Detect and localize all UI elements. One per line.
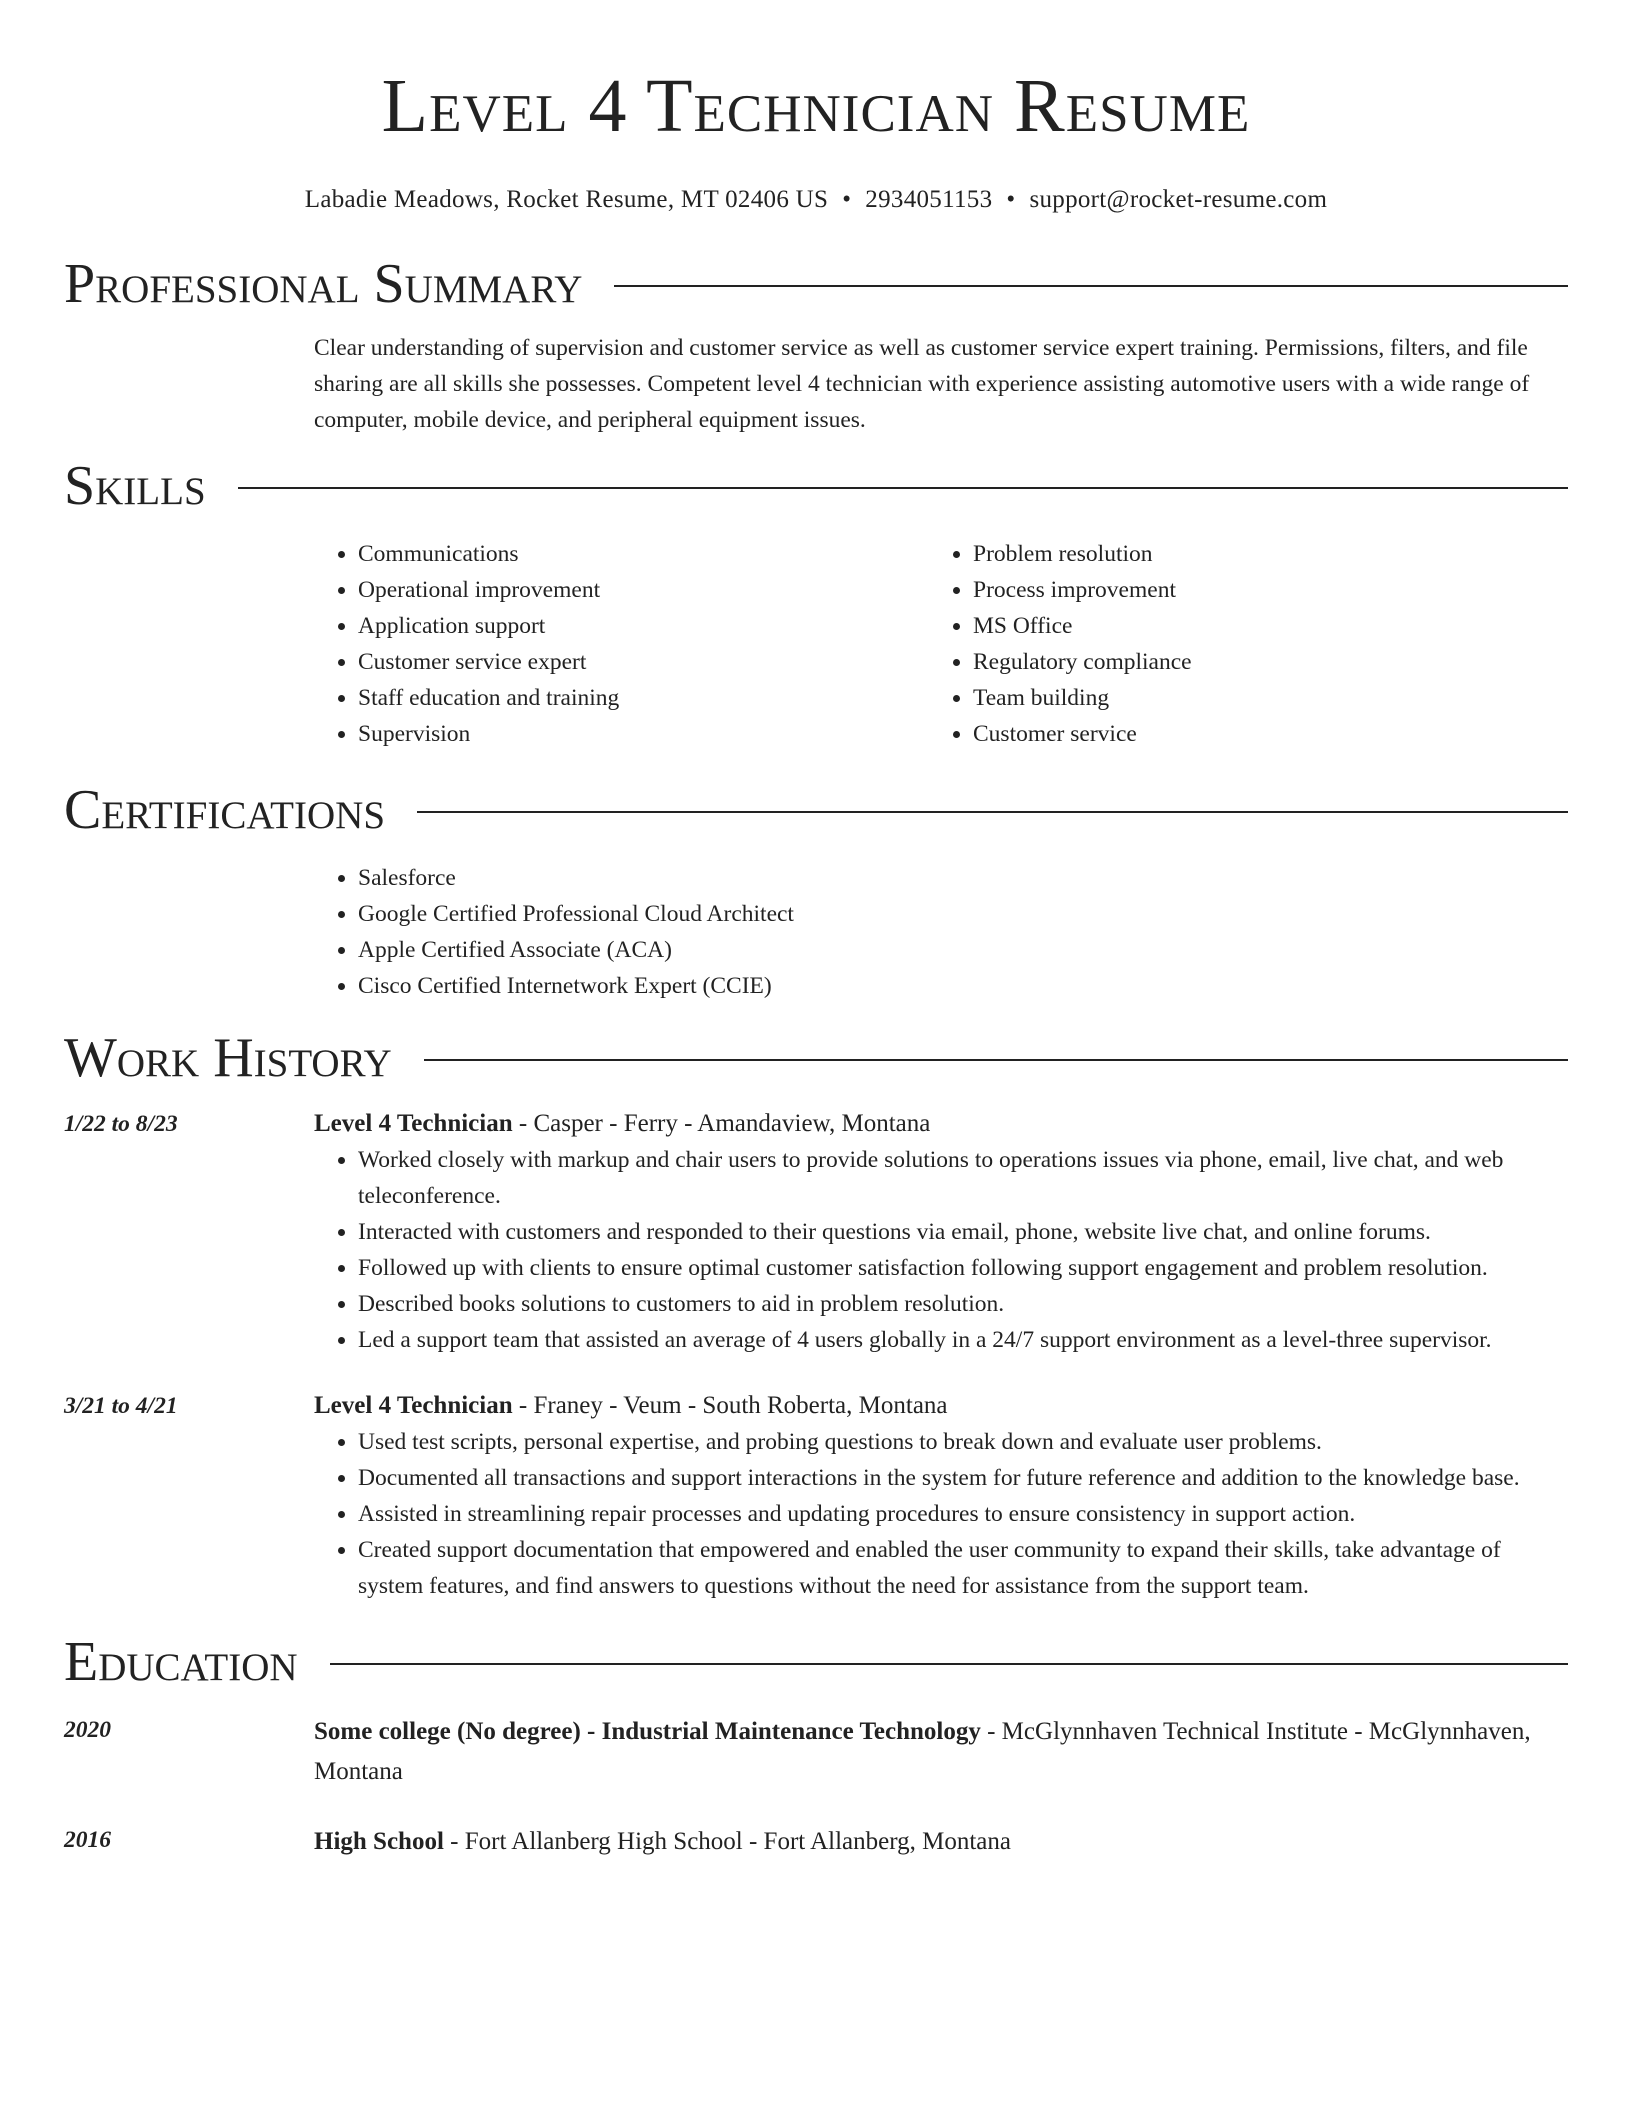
skills-section [64,456,1568,752]
job-content [314,1388,1568,1604]
education-content [314,1712,1568,1792]
education-institution: - Fort Allanberg High School - Fort Allanberg, Montana [443,1828,1011,1855]
job-bullet: • Interacted with customers and responded to their questions via email, phone, website live chat, and online forums. [358,1214,1568,1250]
contact-line [64,186,1568,214]
job-bullet: • Assisted in streamlining repair processes and updating procedures to ensure consistency in support action. [358,1496,1568,1532]
job-bullet: • Created support documentation that empowered and enabled the user community to expand their skills, take advantage of system features, and find answers to questions without the need for assistance from the support team. [358,1532,1568,1604]
education-entry [64,1712,1568,1792]
summary-header [64,254,1568,314]
skills-list-left [314,536,929,752]
skill-item: • Customer service [973,716,1544,752]
job-bullet: • Followed up with clients to ensure optimal customer satisfaction following support engagement and problem resolution. [358,1250,1568,1286]
skill-item: • Customer service expert [358,644,929,680]
job-title: Level 4 Technician [314,1110,513,1137]
job-dates: 1/22 to 8/23 [64,1111,178,1137]
job-bullet: • Led a support team that assisted an average of 4 users globally in a 24/7 support environment as a level-three supervisor. [358,1322,1568,1358]
section-divider [330,1663,1568,1665]
certification-item: • Salesforce [358,860,1568,896]
contact-separator: • [842,186,852,213]
education-year: 2016 [64,1827,111,1853]
skill-item: • Operational improvement [358,572,929,608]
job-entry [64,1106,1568,1358]
job-header [314,1106,1568,1142]
certifications-heading: Certifications [64,779,386,841]
skills-header [64,456,1568,516]
job-bullet: • Documented all transactions and support interactions in the system for future reference and addition to the knowledge base. [358,1460,1568,1496]
section-divider [417,811,1568,813]
job-title: Level 4 Technician [314,1392,513,1419]
job-employer: - Franey - Veum - South Roberta, Montana [512,1392,948,1419]
work-history-section [64,1028,1568,1604]
skills-grid [314,536,1568,752]
skills-heading: Skills [64,455,206,517]
skill-item: • MS Office [973,608,1544,644]
work-history-heading: Work History [64,1027,392,1089]
certification-item: • Apple Certified Associate (ACA) [358,932,1568,968]
summary-heading: Professional Summary [64,253,583,315]
education-institution: - McGlynnhaven Technical Institute - McGlynnhaven, Montana [314,1718,1531,1785]
skills-body [314,536,1568,752]
contact-separator: • [1006,186,1016,213]
certification-item: • Google Certified Professional Cloud Architect [358,896,1568,932]
skills-column-right [929,536,1544,752]
section-divider [614,285,1568,287]
certifications-section [64,780,1568,1004]
education-header [64,1632,1568,1692]
education-year: 2020 [64,1717,111,1743]
education-heading: Education [64,1631,298,1693]
skill-item: • Team building [973,680,1544,716]
job-header [314,1388,1568,1424]
skill-item: • Process improvement [973,572,1544,608]
section-divider [238,487,1568,489]
job-bullet: • Used test scripts, personal expertise, and probing questions to break down and evaluate user problems. [358,1424,1568,1460]
education-section [64,1632,1568,1862]
education-entry [64,1822,1568,1862]
skill-item: • Staff education and training [358,680,929,716]
job-content [314,1106,1568,1358]
section-divider [424,1059,1568,1061]
skill-item: • Communications [358,536,929,572]
resume-title: Level 4 Technician Resume [381,64,1251,148]
education-degree: High School [314,1828,444,1855]
job-entry [64,1388,1568,1604]
job-bullets [314,1424,1568,1604]
job-bullet: • Worked closely with markup and chair users to provide solutions to operations issues via phone, email, live chat, and web teleconference. [358,1142,1568,1214]
certification-item: • Cisco Certified Internetwork Expert (CCIE) [358,968,1568,1004]
job-bullets [314,1142,1568,1358]
skill-item: • Supervision [358,716,929,752]
contact-address: Labadie Meadows, Rocket Resume, MT 02406 US [304,186,829,213]
certifications-body [314,860,1568,1004]
certifications-list [314,860,1568,1004]
education-content [314,1822,1568,1862]
work-history-header [64,1028,1568,1088]
contact-email[interactable]: support@rocket-resume.com [1029,186,1328,213]
education-degree: Some college (No degree) - Industrial Maintenance Technology [314,1718,981,1745]
certifications-header [64,780,1568,840]
skill-item: • Application support [358,608,929,644]
skill-item: • Problem resolution [973,536,1544,572]
summary-text: Clear understanding of supervision and customer service as well as customer service expert training. Permissions, filters, and file sharing are all skills she possesses. Competent level 4 technician with experience assisting automotive users with a wide range of computer, mobile device, and peripheral equipment issues. [314,335,1530,433]
job-bullet: • Described books solutions to customers to aid in problem resolution. [358,1286,1568,1322]
summary-section [64,254,1568,438]
skills-list-right [929,536,1544,752]
contact-phone: 2934051153 [865,186,993,213]
job-dates: 3/21 to 4/21 [64,1393,178,1419]
job-employer: - Casper - Ferry - Amandaview, Montana [512,1110,931,1137]
skill-item: • Regulatory compliance [973,644,1544,680]
skills-column-left [314,536,929,752]
